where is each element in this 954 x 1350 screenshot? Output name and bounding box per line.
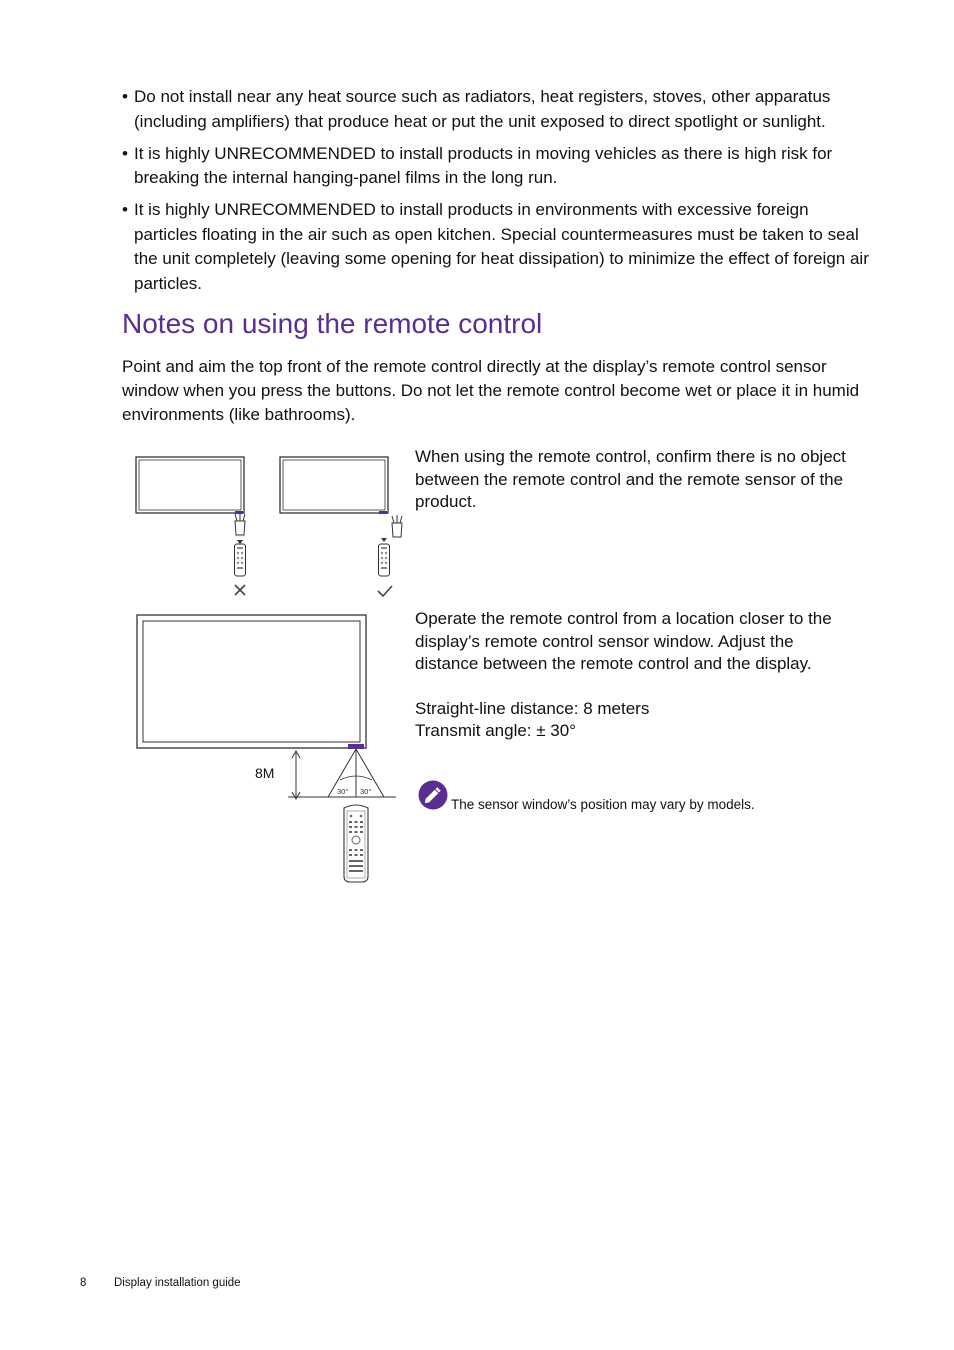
intro-paragraph: Point and aim the top front of the remote control directly at the display’s remote control sensor window when you press the buttons. Do not let the remote control become wet or place it in humid environments (like bathrooms). [122, 357, 860, 424]
check-icon [378, 586, 392, 596]
distance-paragraph: Operate the remote control from a location closer to the display’s remote control sensor window. Adjust the distance between the remote control and the display. [415, 609, 832, 673]
pencil-note-icon [418, 780, 448, 810]
footer-title: Display installation guide [114, 1277, 241, 1289]
remote-control [344, 805, 368, 882]
angle-label-left: 30° [337, 787, 349, 796]
bullet-item: • It is highly UNRECOMMENDED to install products in moving vehicles as there is high risk for breaking the internal hanging-panel films in the long run. [122, 142, 872, 191]
angle-label-right: 30° [360, 787, 372, 796]
cross-icon [235, 585, 245, 595]
obstruction-paragraph: When using the remote control, confirm there is no object between the remote control and the remote sensor of the product. [415, 447, 846, 511]
distance-label: 8M [255, 765, 275, 781]
note-text: The sensor window’s position may vary by models. [451, 797, 755, 812]
remote-usage-illustration [120, 440, 405, 890]
bullet-item: • Do not install near any heat source such as radiators, heat registers, stoves, other apparatus (including amplifiers) that produce heat or put the unit exposed to direct spotlight or sunlight. [122, 85, 872, 134]
section-heading: Notes on using the remote control [122, 308, 543, 339]
bullet-list [122, 85, 872, 304]
clear-scenario [280, 457, 402, 576]
obstructed-scenario [136, 457, 246, 576]
page-number: 8 [80, 1277, 87, 1289]
bullet-item: • It is highly UNRECOMMENDED to install products in environments with excessive foreign particles floating in the air such as open kitchen. Special countermeasures must be taken to seal the unit completely (leaving some opening for heat dissipation) to minimize the effect of foreign air particles. [122, 198, 872, 296]
distance-spec: Straight-line distance: 8 meters [415, 699, 650, 718]
angle-spec: Transmit angle: ± 30° [415, 721, 577, 740]
